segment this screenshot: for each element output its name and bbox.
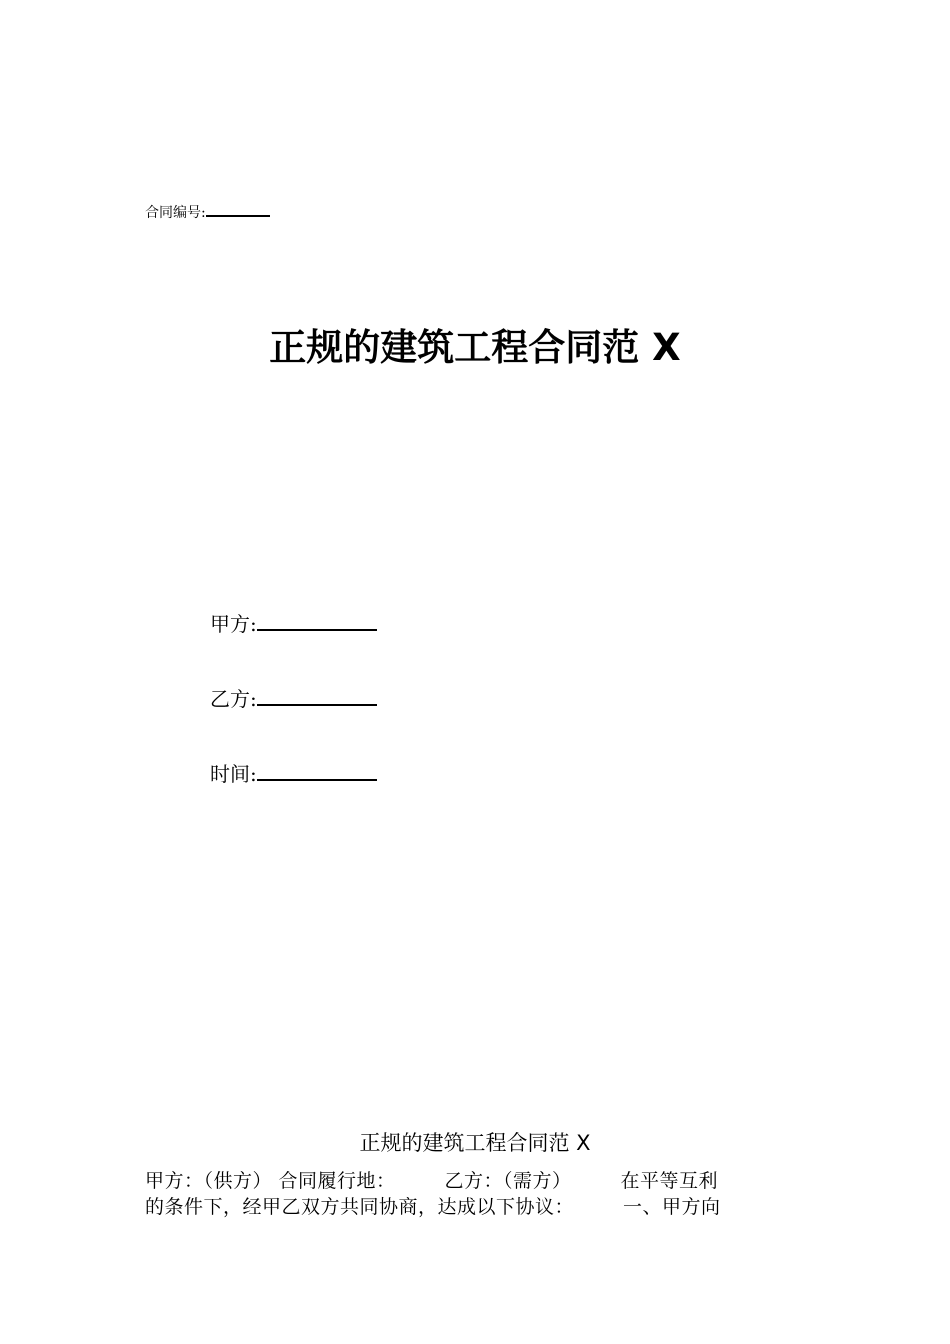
party-b-label: 乙方: — [210, 687, 257, 711]
date-label: 时间: — [210, 762, 257, 786]
party-a-label: 甲方: — [210, 612, 257, 636]
contract-number — [145, 200, 270, 223]
document-title: 正规的建筑工程合同范 X — [269, 326, 681, 369]
contract-number-blank[interactable] — [206, 200, 270, 217]
contract-number-label: 合同编号: — [145, 205, 206, 221]
body-title — [0, 1128, 950, 1158]
date-line — [210, 757, 377, 788]
party-a-line — [210, 607, 377, 638]
body-paragraph-line-2: 的条件下，经甲乙双方共同协商，达成以下协议： 一、甲方向 — [145, 1196, 721, 1218]
party-b-line — [210, 682, 377, 713]
party-b-blank[interactable] — [257, 682, 377, 706]
date-blank[interactable] — [257, 757, 377, 781]
party-a-blank[interactable] — [257, 607, 377, 631]
body-title-suffix: X — [576, 1131, 591, 1155]
body-title-text: 正规的建筑工程合同范 — [359, 1131, 570, 1155]
body-paragraph-line-1: 甲方：（供方） 合同履行地： 乙方：（需方） 在平等互利 — [145, 1170, 719, 1192]
